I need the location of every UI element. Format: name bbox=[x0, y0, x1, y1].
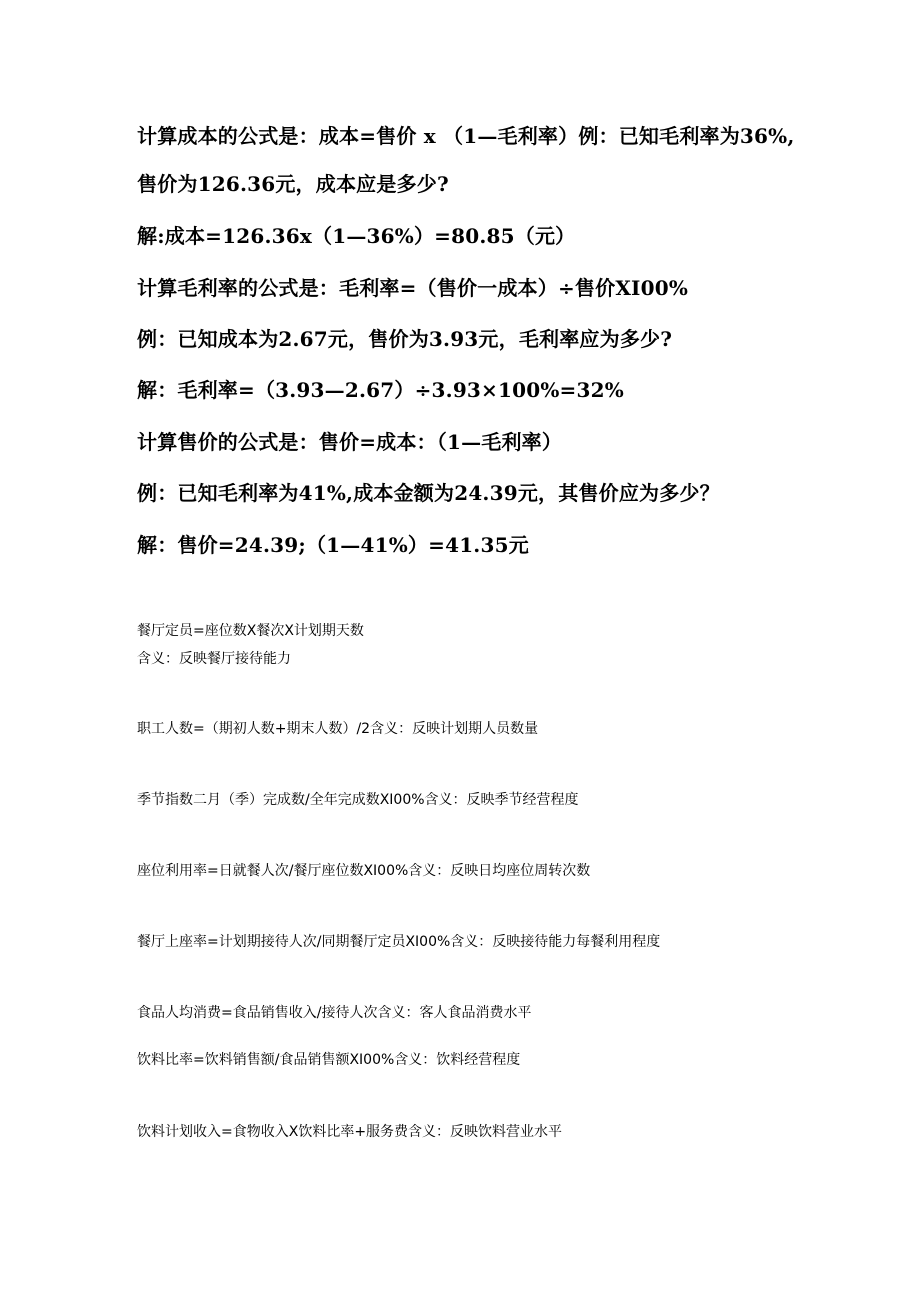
cost-formula-line: 计算成本的公式是：成本=售价 x （1—毛利率）例：已知毛利率为36%, bbox=[137, 124, 795, 148]
occupancy-rate-formula: 餐厅上座率=计划期接待人次/同期餐厅定员XI00%含义：反映接待能力每餐利用程度 bbox=[137, 934, 661, 950]
seasonal-index-formula: 季节指数二月（季）完成数/全年完成数XI00%含义：反映季节经营程度 bbox=[137, 792, 579, 808]
cost-example-question: 售价为126.36元，成本应是多少? bbox=[137, 172, 449, 196]
beverage-plan-revenue-formula: 饮料计划收入=食物收入X饮料比率+服务费含义：反映饮料营业水平 bbox=[137, 1124, 563, 1140]
food-per-capita-formula: 食品人均消费=食品销售收入/接待人次含义：客人食品消费水平 bbox=[137, 1005, 532, 1021]
gross-margin-example-solution: 解：毛利率=（3.93—2.67）÷3.93×100%=32% bbox=[137, 378, 624, 402]
employee-count-formula: 职工人数=（期初人数+期末人数）/2含义：反映计划期人员数量 bbox=[137, 721, 539, 737]
price-example-question: 例：已知毛利率为41%,成本金额为24.39元，其售价应为多少？ bbox=[137, 481, 720, 505]
beverage-ratio-formula: 饮料比率=饮料销售额/食品销售额XI00%含义：饮料经营程度 bbox=[137, 1052, 521, 1068]
price-example-solution: 解：售价=24.39;（1—41%）=41.35元 bbox=[137, 533, 529, 557]
restaurant-staffing-meaning: 含义：反映餐厅接待能力 bbox=[137, 651, 291, 667]
price-formula-line: 计算售价的公式是：售价=成本：（1—毛利率） bbox=[137, 430, 563, 454]
seat-utilization-formula: 座位利用率=日就餐人次/餐厅座位数XI00%含义：反映日均座位周转次数 bbox=[137, 863, 591, 879]
restaurant-staffing-formula: 餐厅定员=座位数X餐次X计划期天数 bbox=[137, 623, 364, 639]
gross-margin-example-question: 例：已知成本为2.67元，售价为3.93元，毛利率应为多少? bbox=[137, 327, 673, 351]
gross-margin-formula-line: 计算毛利率的公式是：毛利率=（售价一成本）÷售价XI00% bbox=[137, 276, 689, 300]
cost-example-solution: 解:成本=126.36x（1—36%）=80.85（元） bbox=[137, 224, 576, 248]
